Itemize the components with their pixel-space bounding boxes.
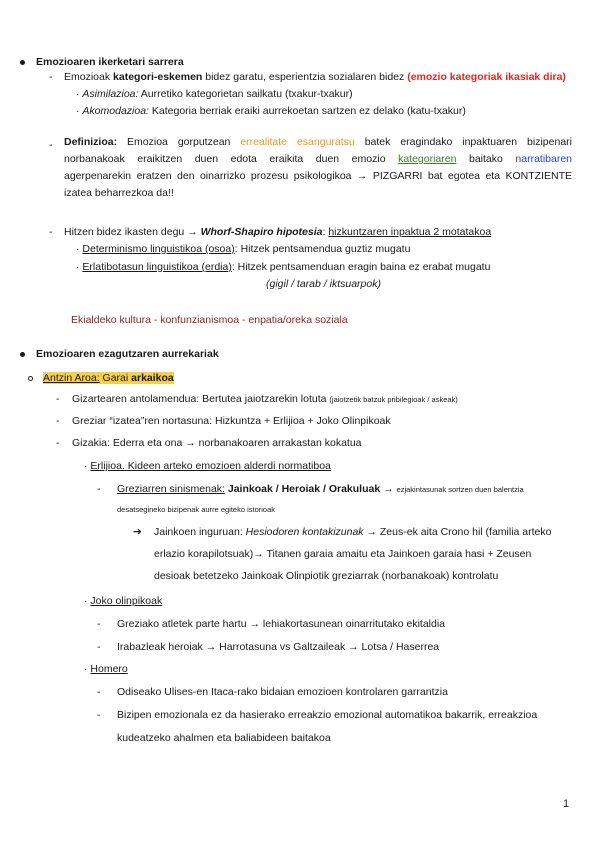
era-heading: Antzin Aroa: Garai arkaikoa — [43, 372, 174, 384]
arrow-icon: ➔ — [133, 526, 142, 538]
dash: - — [97, 641, 101, 653]
dash: - — [97, 483, 101, 495]
dash: - — [97, 709, 101, 721]
list-item: Gizakia: Ederra eta ona → norbanakoaren arrakastan kokatua — [72, 437, 362, 449]
list-item: · Erlijioa. Kideen arteko emozioen alderdi normatiboa — [84, 460, 331, 472]
section-title: Emozioaren ikerketari sarrera — [36, 56, 184, 68]
list-item: Jainkoen inguruan: Hesiodoren kontakizunak → Zeus-ek aita Crono hil (familia arteko — [154, 526, 552, 538]
list-item-continuation: erlazio korapilotsuak)→ Titanen garaia amaitu eta Jainkoen garaia hasi + Zeusen — [154, 548, 532, 560]
dash: - — [56, 415, 60, 427]
list-item: Odiseako Ulises-en Itaca-rako bidaian emozioen kontrolaren garrantzia — [117, 686, 448, 698]
bullet-dot — [20, 352, 25, 357]
list-item-continuation: kudeatzeko ahalmen eta baliabideen baitakoa — [117, 732, 331, 744]
list-item: · Erlatibotasun linguistikoa (erdia): Hitzek pentsamenduan eragin baina ez erabat mugatu — [76, 261, 491, 273]
list-item: Hitzen bidez ikasten degu → Whorf-Shapiro hipotesia: hizkuntzaren inpaktua 2 motatakoa — [64, 226, 492, 238]
list-item: Greziako atletek parte hartu → lehiakortasunean oinarritutako ekitaldia — [117, 618, 446, 630]
examples-text: (gigil / tarab / iktsuarpok) — [266, 278, 381, 290]
list-item: Gizartearen antolamendua: Bertutea jaiotzarekin lotuta (jaiotzetik batzuk pribilegioak / askeak) — [72, 393, 458, 405]
list-item: · Asimilazioa: Aurretiko kategorietan sailkatu (txakur-txakur) — [76, 88, 353, 100]
note-text: Ekialdeko kultura - konfunzianismoa - enpatia/oreka soziala — [71, 314, 348, 326]
list-item: · Homero — [84, 663, 128, 675]
dash: - — [97, 618, 101, 630]
list-item: Irabazleak heroiak → Harrotasuna vs Galtzaileak → Lotsa / Haserrea — [117, 641, 440, 653]
list-item: Greziar “izatea”ren nortasuna: Hizkuntza + Erlijioa + Joko Olinpikoak — [72, 415, 391, 427]
list-item-continuation: desatsegineko bizipenak aurre egiteko istorioak — [117, 505, 276, 514]
list-item: Emozioak kategori-eskemen bidez garatu, esperientzia sozialaren bidez (emozio kategoriak ikasiak dira) — [64, 71, 566, 83]
list-item-continuation: desioak betetzeko Jainkoak Olinpiotik greziarrak (norbanakoak) kontrolatu — [154, 570, 499, 582]
dash: - — [97, 686, 101, 698]
dash: - — [56, 437, 60, 449]
list-item: · Determinismo linguistikoa (osoa): Hitzek pentsamendua guztiz mugatu — [76, 243, 411, 255]
section-title: Emozioaren ezagutzaren aurrekariak — [36, 348, 219, 360]
dash: - — [49, 139, 53, 151]
list-item: · Akomodazioa: Kategoria berriak eraiki aurrekoetan sartzen ez delako (katu-txakur) — [76, 105, 466, 117]
list-item: Greziarren sinismenak: Jainkoak / Heroiak / Orakuluak → ezjakintasunak sortzen duen balentzia — [117, 483, 524, 495]
dash: - — [56, 393, 60, 405]
dash: - — [49, 71, 53, 83]
list-item: · Joko olinpikoak — [84, 595, 163, 607]
dash: - — [49, 226, 53, 238]
bullet-dot — [20, 60, 25, 65]
bullet-circle — [28, 376, 33, 381]
definition-paragraph: Definizioa: Emozioa gorputzean errealitate esanguratsu batek eragindako inpaktuaren bizipenari norbanakoak eraikitzen duen edota eraikita duen emozio kategoriaren baitako narratibaren agerpenarekin eratzen den oinarrizko prozesu psikologikoa → PIZGARRI bat egotea eta KONTZIENTE izatea beharrezkoa da!! — [64, 136, 573, 199]
page-number: 1 — [563, 798, 570, 810]
list-item: Bizipen emozionala ez da hasierako erreakzio emozional automatikoa bakarrik, erreakzioa — [117, 709, 538, 721]
